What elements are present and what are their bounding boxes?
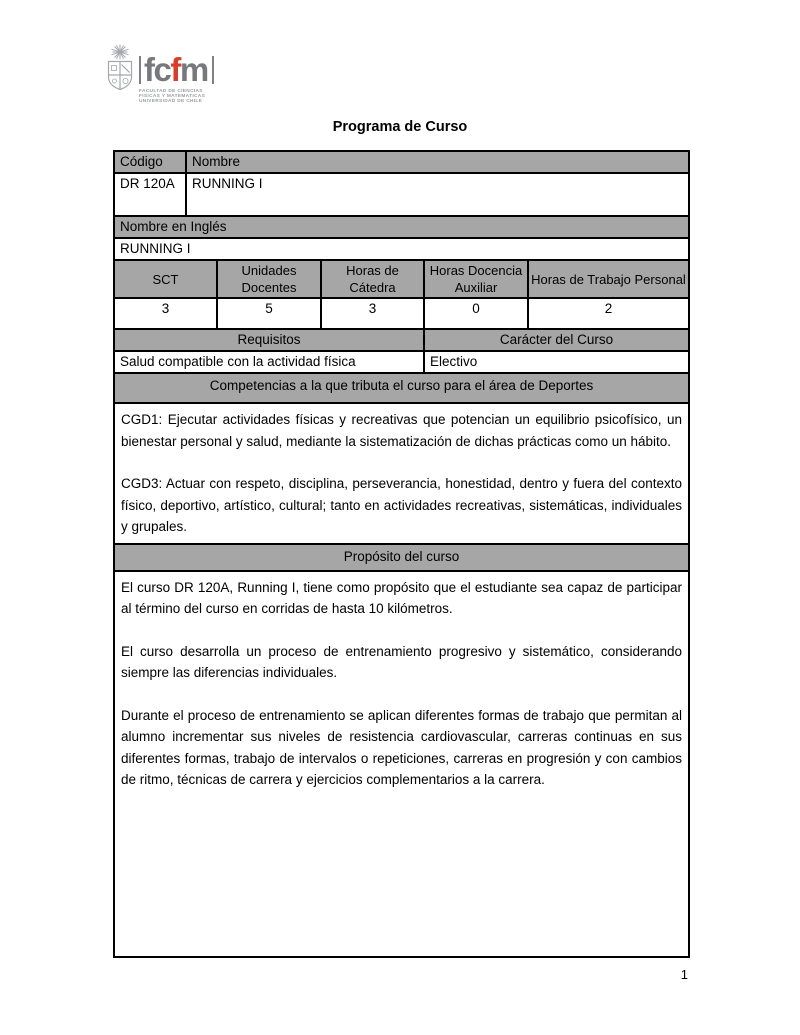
nombre-ingles-header-row	[114, 216, 689, 238]
faculty-name-line1: FACULTAD DE CIENCIAS	[139, 89, 203, 94]
requisitos-header-row	[114, 329, 689, 351]
proposito-paragraph-1: El curso DR 120A, Running I, tiene como propósito que el estudiante sea capaz de participar al término del curso en corridas de hasta 10 kilómetros.	[121, 579, 683, 616]
course-table	[113, 150, 690, 958]
unidades-docentes-value-cell: 5	[217, 298, 321, 329]
hours-value-row	[114, 298, 689, 329]
requisitos-value-cell: Salud compatible con la actividad física	[114, 351, 424, 373]
horas-trabajo-personal-header-cell: Horas de Trabajo Personal	[528, 260, 689, 298]
horas-catedra-value-cell: 3	[321, 298, 424, 329]
faculty-name	[139, 89, 205, 103]
horas-trabajo-personal-value-cell: 2	[528, 298, 689, 329]
competencias-content-row	[114, 403, 689, 544]
nombre-ingles-value-row	[114, 238, 689, 260]
fcfm-letters-gray-1: fc	[144, 51, 171, 88]
competencias-header-cell: Competencias a la que tributa el curso para el área de Deportes	[114, 373, 689, 403]
horas-docencia-auxiliar-value-cell: 0	[424, 298, 528, 329]
codigo-nombre-value-row	[114, 173, 689, 216]
sct-value-cell: 3	[114, 298, 217, 329]
requisitos-header-cell: Requisitos	[114, 329, 424, 351]
fcfm-letter-red: f	[170, 51, 180, 88]
logo-text-block	[139, 51, 222, 107]
proposito-paragraph-3: Durante el proceso de entrenamiento se aplican diferentes formas de trabajo que permitan al alumno incrementar sus niveles de resistencia cardiovascular, carreras continuas en sus diferentes formas, trabajo de intervalos o repeticiones, carreras en progresión y con cambios de ritmo, técnicas de carrera y ejercicios complementarios a la carrera.	[121, 707, 683, 787]
codigo-nombre-header-row	[114, 151, 689, 173]
fcfm-wordmark	[139, 51, 214, 88]
codigo-header-cell: Código	[114, 151, 186, 173]
fcfm-logo	[105, 44, 222, 107]
nombre-header-cell: Nombre	[186, 151, 689, 173]
university-crest-icon	[105, 44, 135, 91]
competencias-content-cell	[114, 403, 689, 544]
proposito-content-cell	[114, 571, 689, 957]
caracter-curso-header-cell: Carácter del Curso	[424, 329, 689, 351]
sct-header-cell: SCT	[114, 260, 217, 298]
faculty-name-line2: FISICAS Y MATEMATICAS	[139, 93, 206, 99]
competencias-paragraph-cgd1: CGD1: Ejecutar actividades físicas y recreativas que potencian un equilibrio psicofísico, un bienestar personal y salud, mediante la sistematización de dichas prácticas como un hábito.	[121, 412, 683, 449]
fcfm-letters-gray-2: m	[179, 51, 208, 88]
proposito-header-cell: Propósito del curso	[114, 544, 689, 571]
unidades-docentes-header-cell: Unidades Docentes	[217, 260, 321, 298]
nombre-ingles-header-cell: Nombre en Inglés	[114, 216, 689, 238]
nombre-ingles-value-cell: RUNNING I	[114, 238, 689, 260]
page-number: 1	[680, 967, 688, 982]
horas-catedra-header-cell: Horas de Cátedra	[321, 260, 424, 298]
horas-docencia-auxiliar-header-cell: Horas Docencia Auxiliar	[424, 260, 528, 298]
nombre-value-cell: RUNNING I	[186, 173, 689, 216]
faculty-name-line3: UNIVERSIDAD DE CHILE	[139, 98, 203, 104]
hours-header-row	[114, 260, 689, 298]
page-title: Programa de Curso	[332, 119, 468, 135]
proposito-paragraph-2: El curso desarrolla un proceso de entrenamiento progresivo y sistemático, considerando siempre las diferencias individuales.	[121, 643, 683, 680]
caracter-curso-value-cell: Electivo	[424, 351, 689, 373]
proposito-content-row	[114, 571, 689, 957]
proposito-header-row	[114, 544, 689, 571]
codigo-value-cell: DR 120A	[114, 173, 186, 216]
competencias-header-row	[114, 373, 689, 403]
competencias-paragraph-cgd3: CGD3: Actuar con respeto, disciplina, perseverancia, honestidad, dentro y fuera del contexto físico, deportivo, artístico, cultural; tanto en actividades recreativas, sistemáticas, individuales y grupales.	[121, 476, 683, 534]
requisitos-value-row	[114, 351, 689, 373]
